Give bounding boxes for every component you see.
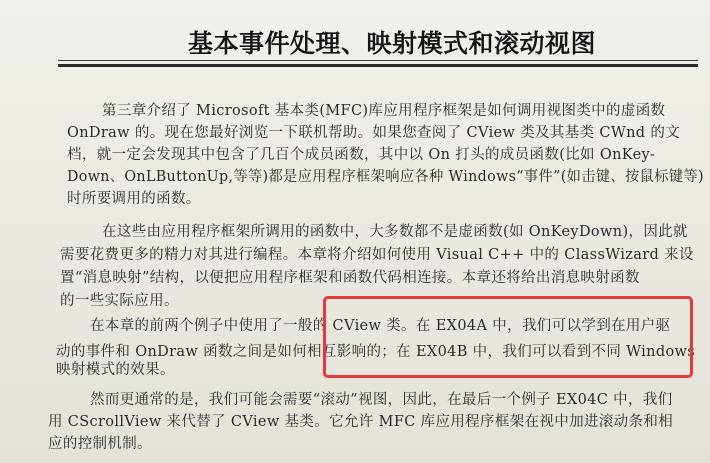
red-annotation-box — [323, 296, 693, 378]
paragraph-1-line-4: Down、OnLButtonUp,等等)都是应用程序框架响应各种 Windows“事件”(如击键、按鼠标键等) — [67, 169, 704, 185]
paragraph-4-line-1: 然而更通常的是，我们可能会需要“滚动”视图，因此，在最后一个例子 EX04C 中，我们 — [90, 392, 673, 408]
paragraph-3-line-2: 动的事件和 OnDraw 函数之间是如何相互影响的；在 EX04B 中，我们可以看到不同 Windows — [56, 344, 696, 360]
paragraph-3-line-3: 映射模式的效果。 — [56, 362, 175, 378]
title-rule-thin — [58, 60, 698, 61]
paragraph-2-line-2: 需要花费更多的精力对其进行编程。本章将介绍如何使用 Visual C++ 中的 ClassWizard 来设 — [60, 247, 694, 263]
chapter-title: 基本事件处理、映射模式和滚动视图 — [188, 29, 597, 58]
paragraph-1-line-5: 时所要调用的函数。 — [67, 191, 201, 207]
paragraph-1-line-2: OnDraw 的。现在您最好浏览一下联机帮助。如果您查阅了 CView 类及其基类 CWnd 的文 — [67, 125, 681, 141]
paragraph-1-line-3: 档，就一定会发现其中包含了几百个成员函数，其中以 On 打头的成员函数(比如 OnKey- — [67, 147, 656, 163]
paragraph-3-line-1: 在本章的前两个例子中使用了一般的 CView 类。在 EX04A 中，我们可以学到在用户驱 — [90, 318, 671, 334]
paragraph-2-line-3: 置“消息映射”结构，以便把应用程序框架和函数代码相连接。本章还将给出消息映射函数 — [60, 270, 640, 286]
paragraph-1-line-1: 第三章介绍了 Microsoft 基本类(MFC)库应用程序框架是如何调用视图类中的虚函数 — [102, 103, 666, 119]
paragraph-2-line-4: 的一些实际应用。 — [60, 293, 179, 309]
paragraph-4-line-3: 应的控制机制。 — [48, 436, 152, 452]
paragraph-4-line-2: 用 CScrollView 来代替了 CView 基类。它允许 MFC 库应用程序框架在视中加进滚动条和相 — [48, 414, 674, 430]
title-rule-thick — [58, 64, 698, 67]
paragraph-2-line-1: 在这些由应用程序框架所调用的函数中，大多数都不是虚函数(如 OnKeyDown)，因此就 — [102, 224, 688, 240]
